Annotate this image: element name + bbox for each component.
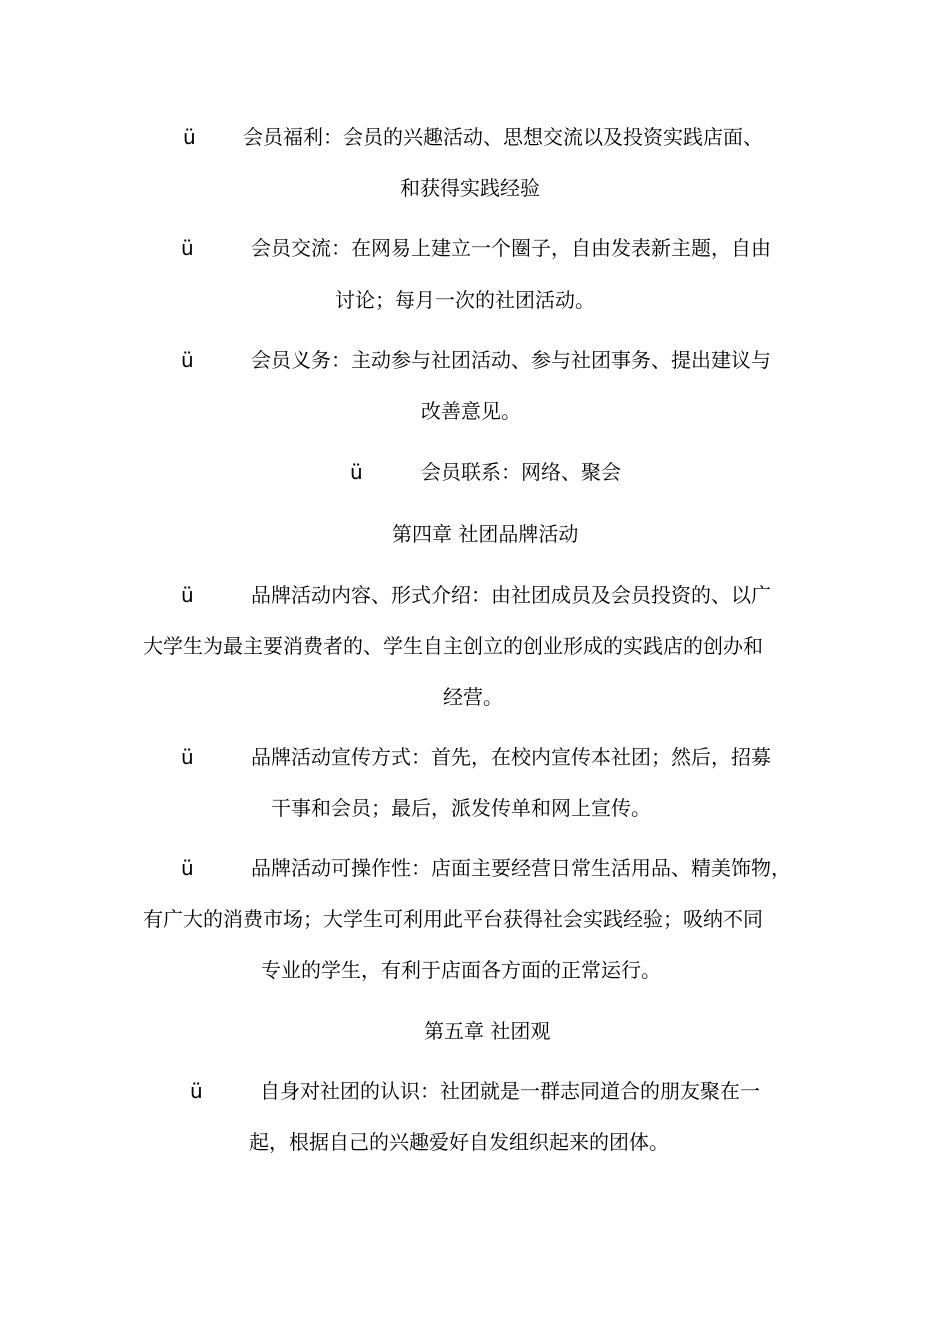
paragraph-line: 干事和会员；最后，派发传单和网上宣传。 [271,796,651,820]
paragraph-line: 专业的学生，有利于店面各方面的正常运行。 [261,958,661,982]
bullet-icon: ü [181,856,194,880]
paragraph-line: 改善意见。 [421,399,521,423]
bullet-icon: ü [190,1079,203,1103]
bullet-icon: ü [181,745,194,769]
chapter-heading: 第四章 社团品牌活动 [392,522,579,546]
paragraph-line: 会员交流：在网易上建立一个圈子，自由发表新主题，自由 [251,236,771,260]
paragraph-line: 会员联系：网络、聚会 [421,460,621,484]
paragraph-line: 经营。 [443,685,503,709]
paragraph-line: 品牌活动宣传方式：首先，在校内宣传本社团；然后，招募 [251,745,771,769]
paragraph-line: 大学生为最主要消费者的、学生自主创立的创业形成的实践店的创办和 [143,634,763,658]
bullet-icon: ü [183,125,196,149]
paragraph-line: 有广大的消费市场；大学生可利用此平台获得社会实践经验；吸纳不同 [143,907,763,931]
paragraph-line: 品牌活动内容、形式介绍：由社团成员及会员投资的、以广 [251,583,771,607]
paragraph-line: 会员福利：会员的兴趣活动、思想交流以及投资实践店面、 [243,125,763,149]
bullet-icon: ü [350,460,363,484]
bullet-icon: ü [181,348,194,372]
paragraph-line: 和获得实践经验 [400,176,540,200]
paragraph-line: 起，根据自己的兴趣爱好自发组织起来的团体。 [249,1130,669,1154]
paragraph-line: 讨论；每月一次的社团活动。 [335,288,595,312]
paragraph-line: 品牌活动可操作性：店面主要经营日常生活用品、精美饰物， [251,856,791,880]
chapter-heading: 第五章 社团观 [424,1019,551,1043]
paragraph-line: 自身对社团的认识：社团就是一群志同道合的朋友聚在一 [260,1079,760,1103]
bullet-icon: ü [181,236,194,260]
bullet-icon: ü [181,583,194,607]
paragraph-line: 会员义务：主动参与社团活动、参与社团事务、提出建议与 [251,348,771,372]
